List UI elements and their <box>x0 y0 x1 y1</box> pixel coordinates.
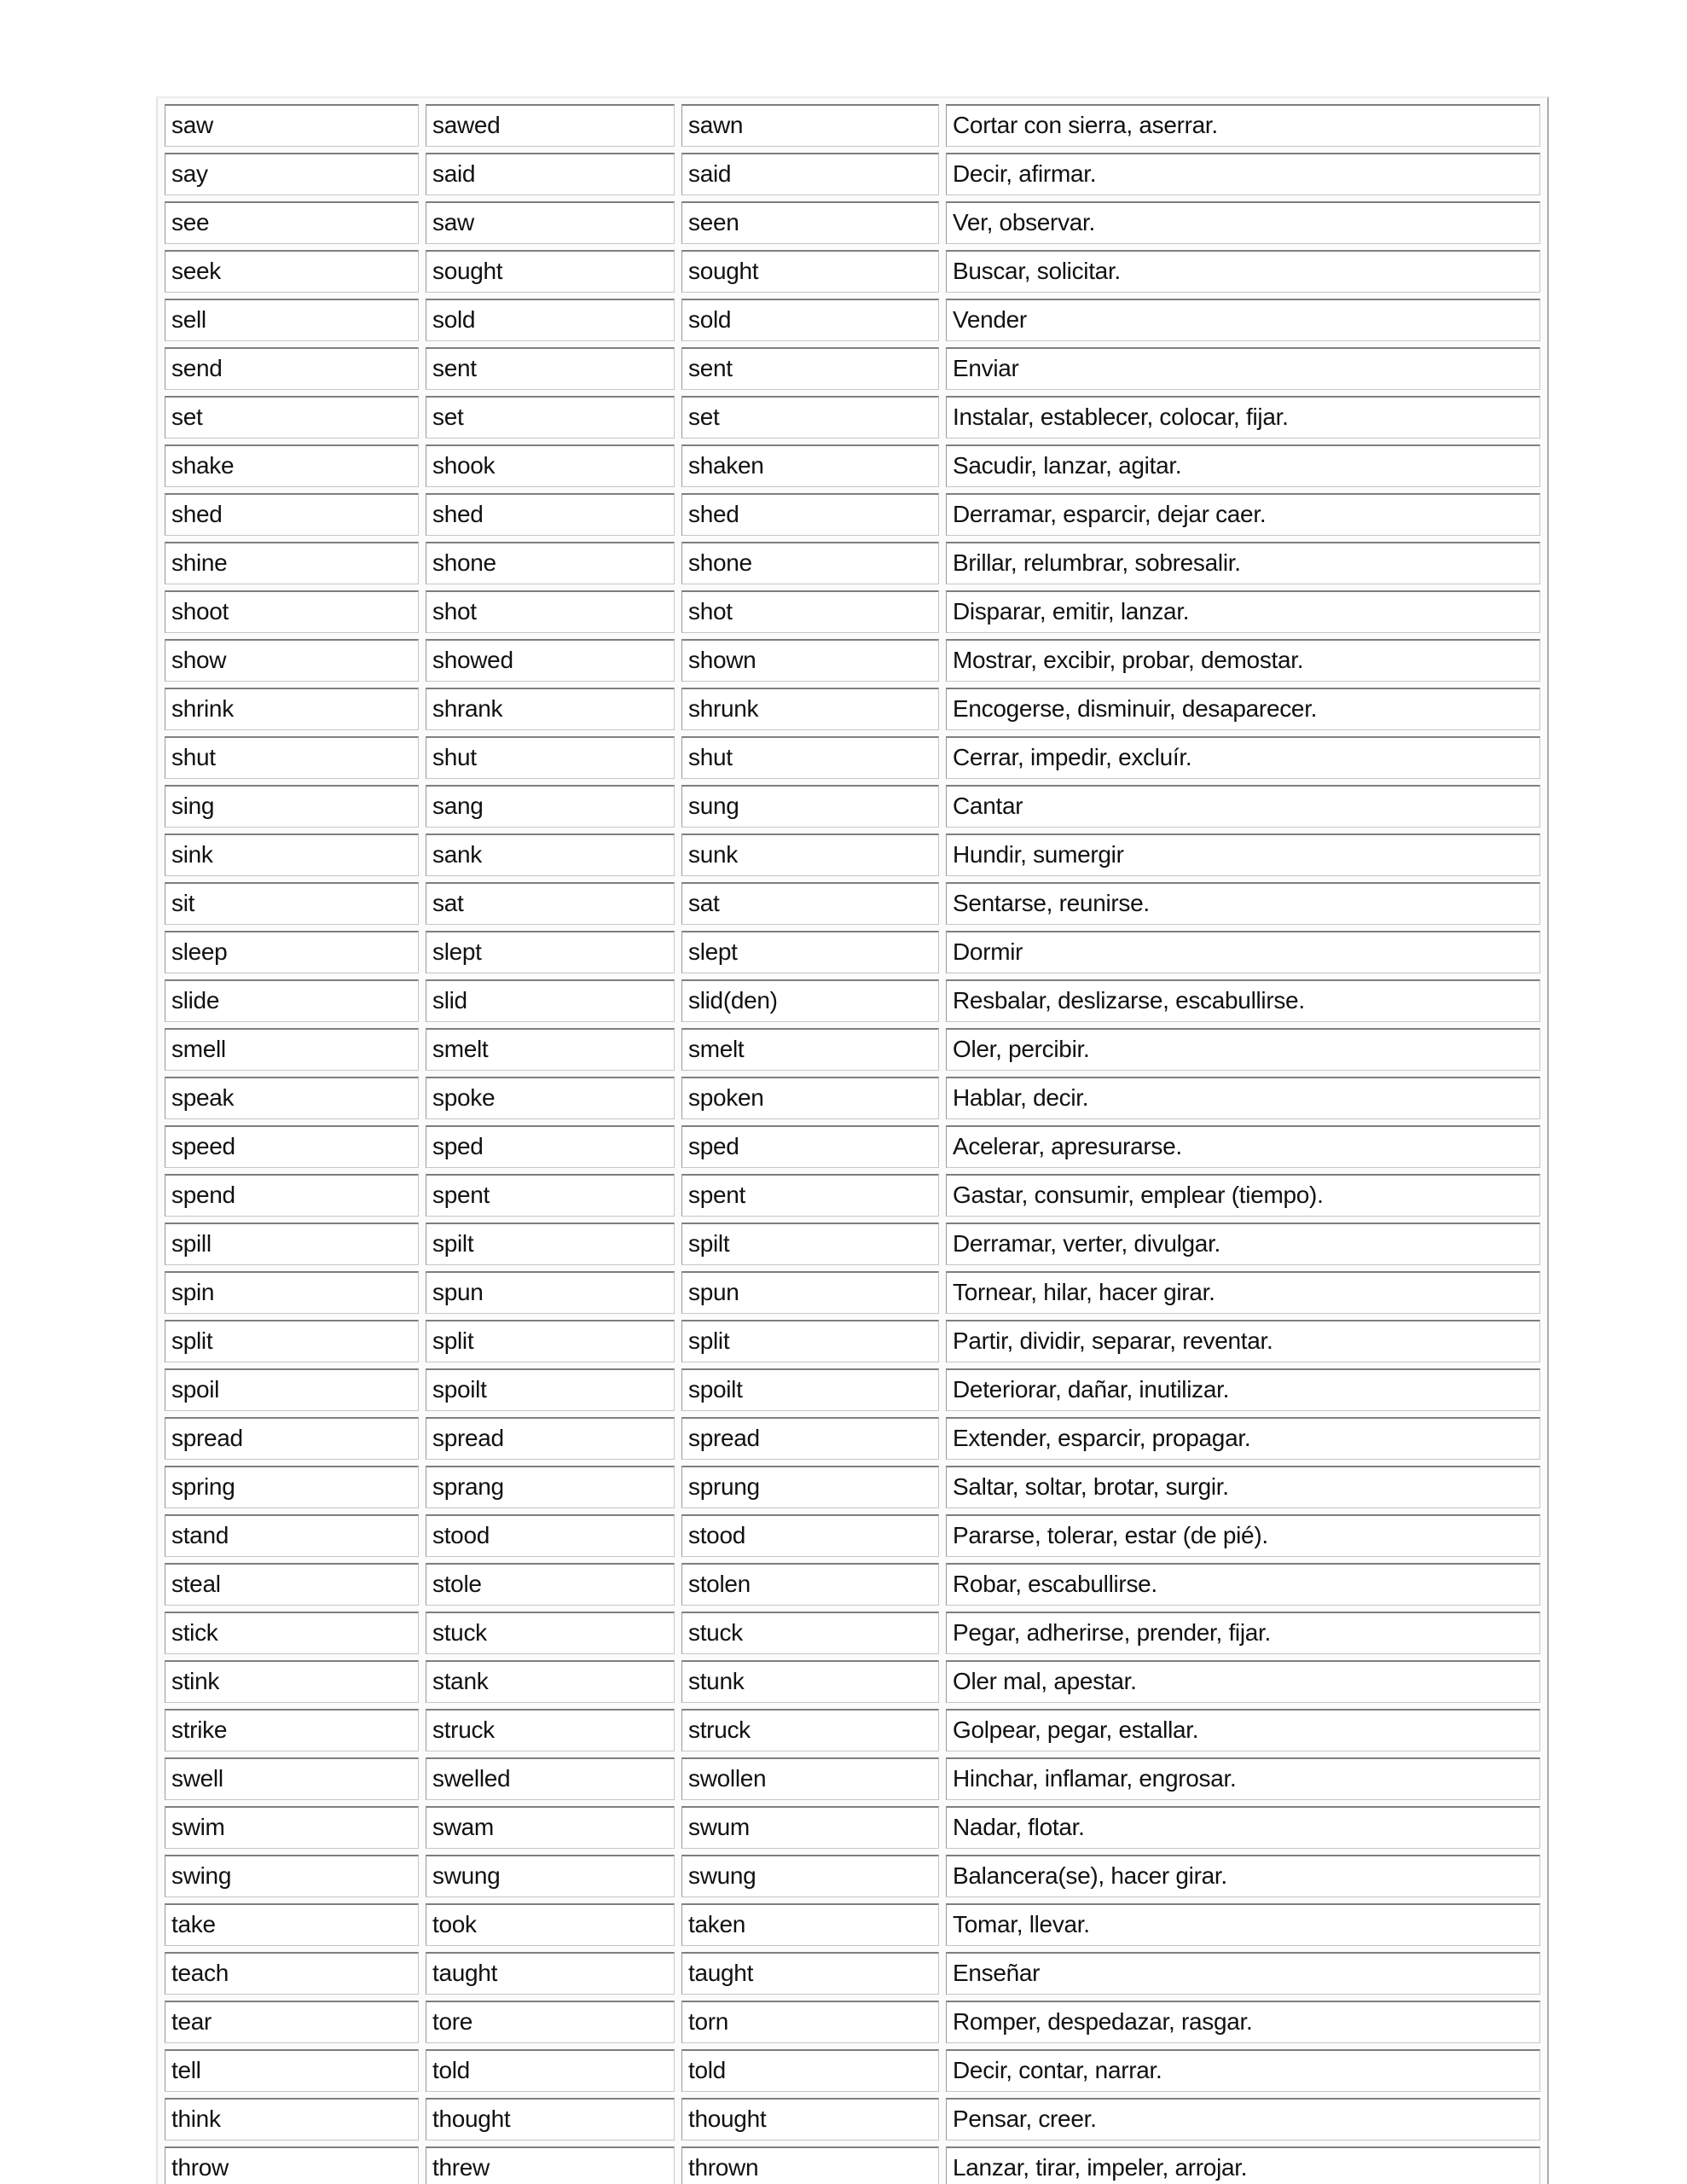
cell-past-participle: sunk <box>681 834 939 876</box>
cell-infinitive: take <box>165 1903 419 1946</box>
cell-infinitive: spring <box>165 1466 419 1508</box>
cell-past-participle: swum <box>681 1806 939 1849</box>
cell-spanish-translation: Encogerse, disminuir, desaparecer. <box>946 688 1540 730</box>
cell-infinitive: seek <box>165 250 419 293</box>
cell-spanish-translation: Oler mal, apestar. <box>946 1660 1540 1703</box>
cell-infinitive: shut <box>165 736 419 779</box>
table-row <box>165 2146 1540 2184</box>
table-row <box>165 1514 1540 1557</box>
cell-past-participle: sung <box>681 785 939 828</box>
cell-past-simple: took <box>426 1903 675 1946</box>
cell-past-simple: sawed <box>426 104 675 147</box>
cell-past-participle: spoken <box>681 1077 939 1119</box>
table-row <box>165 688 1540 730</box>
cell-past-participle: thought <box>681 2098 939 2140</box>
cell-past-participle: told <box>681 2049 939 2092</box>
cell-past-participle: sold <box>681 299 939 341</box>
cell-past-simple: thought <box>426 2098 675 2140</box>
cell-infinitive: sink <box>165 834 419 876</box>
cell-past-simple: stole <box>426 1563 675 1606</box>
cell-past-simple: sang <box>426 785 675 828</box>
cell-past-participle: stuck <box>681 1612 939 1654</box>
cell-infinitive: shine <box>165 542 419 584</box>
cell-spanish-translation: Cantar <box>946 785 1540 828</box>
cell-infinitive: spill <box>165 1223 419 1265</box>
table-row <box>165 1320 1540 1362</box>
cell-past-participle: sent <box>681 347 939 390</box>
cell-infinitive: smell <box>165 1028 419 1071</box>
cell-spanish-translation: Disparar, emitir, lanzar. <box>946 590 1540 633</box>
cell-spanish-translation: Acelerar, apresurarse. <box>946 1125 1540 1168</box>
cell-infinitive: see <box>165 201 419 244</box>
cell-past-participle: set <box>681 396 939 439</box>
cell-past-participle: sawn <box>681 104 939 147</box>
cell-past-simple: showed <box>426 639 675 682</box>
cell-past-participle: spread <box>681 1417 939 1460</box>
table-row <box>165 2049 1540 2092</box>
cell-spanish-translation: Sentarse, reunirse. <box>946 882 1540 925</box>
cell-past-simple: sold <box>426 299 675 341</box>
cell-spanish-translation: Pararse, tolerar, estar (de pié). <box>946 1514 1540 1557</box>
cell-spanish-translation: Derramar, verter, divulgar. <box>946 1223 1540 1265</box>
cell-past-simple: sped <box>426 1125 675 1168</box>
cell-past-simple: stood <box>426 1514 675 1557</box>
cell-past-participle: taken <box>681 1903 939 1946</box>
cell-past-participle: thrown <box>681 2146 939 2184</box>
irregular-verbs-table <box>156 96 1549 2184</box>
table-row <box>165 590 1540 633</box>
cell-spanish-translation: Decir, contar, narrar. <box>946 2049 1540 2092</box>
table-row <box>165 979 1540 1022</box>
table-row <box>165 785 1540 828</box>
cell-past-simple: shut <box>426 736 675 779</box>
cell-spanish-translation: Hinchar, inflamar, engrosar. <box>946 1757 1540 1800</box>
cell-spanish-translation: Cerrar, impedir, excluír. <box>946 736 1540 779</box>
table-row <box>165 1466 1540 1508</box>
cell-infinitive: steal <box>165 1563 419 1606</box>
cell-past-participle: struck <box>681 1709 939 1751</box>
cell-spanish-translation: Instalar, establecer, colocar, fijar. <box>946 396 1540 439</box>
cell-past-participle: shrunk <box>681 688 939 730</box>
cell-infinitive: shoot <box>165 590 419 633</box>
table-row <box>165 639 1540 682</box>
cell-spanish-translation: Saltar, soltar, brotar, surgir. <box>946 1466 1540 1508</box>
cell-spanish-translation: Brillar, relumbrar, sobresalir. <box>946 542 1540 584</box>
table-row <box>165 1125 1540 1168</box>
cell-infinitive: slide <box>165 979 419 1022</box>
cell-past-simple: sank <box>426 834 675 876</box>
cell-past-participle: sat <box>681 882 939 925</box>
cell-past-simple: saw <box>426 201 675 244</box>
table-row <box>165 1028 1540 1071</box>
cell-past-simple: told <box>426 2049 675 2092</box>
table-row <box>165 347 1540 390</box>
cell-past-simple: spread <box>426 1417 675 1460</box>
cell-infinitive: spin <box>165 1271 419 1314</box>
cell-past-simple: sent <box>426 347 675 390</box>
cell-infinitive: shrink <box>165 688 419 730</box>
table-row <box>165 201 1540 244</box>
cell-past-simple: swelled <box>426 1757 675 1800</box>
cell-past-participle: shot <box>681 590 939 633</box>
cell-infinitive: show <box>165 639 419 682</box>
cell-past-simple: stuck <box>426 1612 675 1654</box>
table-row <box>165 1417 1540 1460</box>
table-row <box>165 2001 1540 2043</box>
cell-spanish-translation: Enviar <box>946 347 1540 390</box>
cell-infinitive: send <box>165 347 419 390</box>
cell-past-participle: spilt <box>681 1223 939 1265</box>
cell-past-participle: sought <box>681 250 939 293</box>
cell-infinitive: sleep <box>165 931 419 973</box>
cell-past-simple: smelt <box>426 1028 675 1071</box>
cell-past-participle: stunk <box>681 1660 939 1703</box>
cell-past-participle: slept <box>681 931 939 973</box>
cell-spanish-translation: Resbalar, deslizarse, escabullirse. <box>946 979 1540 1022</box>
cell-spanish-translation: Vender <box>946 299 1540 341</box>
cell-past-simple: said <box>426 153 675 195</box>
cell-spanish-translation: Oler, percibir. <box>946 1028 1540 1071</box>
cell-past-participle: swollen <box>681 1757 939 1800</box>
cell-past-participle: shown <box>681 639 939 682</box>
table-row <box>165 1709 1540 1751</box>
cell-spanish-translation: Balancera(se), hacer girar. <box>946 1855 1540 1897</box>
cell-spanish-translation: Pensar, creer. <box>946 2098 1540 2140</box>
table-row <box>165 1612 1540 1654</box>
cell-past-simple: taught <box>426 1952 675 1995</box>
cell-past-simple: shone <box>426 542 675 584</box>
cell-infinitive: say <box>165 153 419 195</box>
cell-spanish-translation: Romper, despedazar, rasgar. <box>946 2001 1540 2043</box>
cell-spanish-translation: Pegar, adherirse, prender, fijar. <box>946 1612 1540 1654</box>
cell-infinitive: swell <box>165 1757 419 1800</box>
cell-past-participle: seen <box>681 201 939 244</box>
table-row <box>165 1757 1540 1800</box>
cell-infinitive: set <box>165 396 419 439</box>
cell-infinitive: tear <box>165 2001 419 2043</box>
table-row <box>165 1077 1540 1119</box>
cell-past-simple: spoke <box>426 1077 675 1119</box>
table-row <box>165 444 1540 487</box>
table-row <box>165 1368 1540 1411</box>
table-row <box>165 931 1540 973</box>
cell-past-simple: swam <box>426 1806 675 1849</box>
cell-past-participle: spoilt <box>681 1368 939 1411</box>
table-row <box>165 1660 1540 1703</box>
table-row <box>165 250 1540 293</box>
cell-spanish-translation: Gastar, consumir, emplear (tiempo). <box>946 1174 1540 1217</box>
cell-spanish-translation: Decir, afirmar. <box>946 153 1540 195</box>
cell-infinitive: speak <box>165 1077 419 1119</box>
cell-infinitive: throw <box>165 2146 419 2184</box>
table-row <box>165 834 1540 876</box>
cell-past-participle: torn <box>681 2001 939 2043</box>
cell-past-participle: stood <box>681 1514 939 1557</box>
cell-infinitive: swing <box>165 1855 419 1897</box>
cell-past-participle: split <box>681 1320 939 1362</box>
cell-infinitive: spend <box>165 1174 419 1217</box>
cell-past-participle: slid(den) <box>681 979 939 1022</box>
table-row <box>165 882 1540 925</box>
cell-spanish-translation: Lanzar, tirar, impeler, arrojar. <box>946 2146 1540 2184</box>
cell-spanish-translation: Mostrar, excibir, probar, demostar. <box>946 639 1540 682</box>
cell-infinitive: shed <box>165 493 419 536</box>
cell-past-participle: spun <box>681 1271 939 1314</box>
cell-past-simple: slept <box>426 931 675 973</box>
table-row <box>165 1271 1540 1314</box>
cell-spanish-translation: Hundir, sumergir <box>946 834 1540 876</box>
cell-spanish-translation: Robar, escabullirse. <box>946 1563 1540 1606</box>
cell-spanish-translation: Sacudir, lanzar, agitar. <box>946 444 1540 487</box>
cell-infinitive: spread <box>165 1417 419 1460</box>
cell-infinitive: stink <box>165 1660 419 1703</box>
cell-past-participle: shone <box>681 542 939 584</box>
table-row <box>165 153 1540 195</box>
cell-past-participle: said <box>681 153 939 195</box>
table-row <box>165 493 1540 536</box>
cell-infinitive: sell <box>165 299 419 341</box>
cell-past-simple: spoilt <box>426 1368 675 1411</box>
cell-infinitive: spoil <box>165 1368 419 1411</box>
cell-spanish-translation: Deteriorar, dañar, inutilizar. <box>946 1368 1540 1411</box>
cell-past-participle: sprung <box>681 1466 939 1508</box>
cell-spanish-translation: Extender, esparcir, propagar. <box>946 1417 1540 1460</box>
cell-infinitive: saw <box>165 104 419 147</box>
cell-infinitive: split <box>165 1320 419 1362</box>
cell-past-simple: slid <box>426 979 675 1022</box>
cell-infinitive: speed <box>165 1125 419 1168</box>
cell-spanish-translation: Golpear, pegar, estallar. <box>946 1709 1540 1751</box>
cell-past-participle: spent <box>681 1174 939 1217</box>
cell-spanish-translation: Nadar, flotar. <box>946 1806 1540 1849</box>
cell-past-simple: swung <box>426 1855 675 1897</box>
table-body <box>165 104 1540 2184</box>
cell-spanish-translation: Derramar, esparcir, dejar caer. <box>946 493 1540 536</box>
cell-past-participle: smelt <box>681 1028 939 1071</box>
table-row <box>165 1563 1540 1606</box>
cell-past-simple: tore <box>426 2001 675 2043</box>
cell-past-simple: spun <box>426 1271 675 1314</box>
cell-spanish-translation: Ver, observar. <box>946 201 1540 244</box>
table-row <box>165 1174 1540 1217</box>
cell-past-simple: spent <box>426 1174 675 1217</box>
cell-past-simple: shed <box>426 493 675 536</box>
cell-spanish-translation: Buscar, solicitar. <box>946 250 1540 293</box>
cell-infinitive: teach <box>165 1952 419 1995</box>
table-row <box>165 736 1540 779</box>
cell-spanish-translation: Partir, dividir, separar, reventar. <box>946 1320 1540 1362</box>
cell-infinitive: stand <box>165 1514 419 1557</box>
cell-past-simple: stank <box>426 1660 675 1703</box>
cell-infinitive: shake <box>165 444 419 487</box>
cell-past-simple: shrank <box>426 688 675 730</box>
cell-spanish-translation: Dormir <box>946 931 1540 973</box>
table-row <box>165 1806 1540 1849</box>
cell-past-participle: shaken <box>681 444 939 487</box>
cell-past-simple: struck <box>426 1709 675 1751</box>
table-row <box>165 1223 1540 1265</box>
cell-past-simple: sprang <box>426 1466 675 1508</box>
cell-spanish-translation: Tornear, hilar, hacer girar. <box>946 1271 1540 1314</box>
cell-spanish-translation: Cortar con sierra, aserrar. <box>946 104 1540 147</box>
cell-past-simple: split <box>426 1320 675 1362</box>
cell-infinitive: think <box>165 2098 419 2140</box>
cell-past-simple: shot <box>426 590 675 633</box>
cell-past-simple: set <box>426 396 675 439</box>
table-row <box>165 396 1540 439</box>
cell-infinitive: sit <box>165 882 419 925</box>
cell-spanish-translation: Enseñar <box>946 1952 1540 1995</box>
cell-past-participle: stolen <box>681 1563 939 1606</box>
table-row <box>165 1903 1540 1946</box>
cell-past-participle: sped <box>681 1125 939 1168</box>
cell-past-simple: threw <box>426 2146 675 2184</box>
cell-past-participle: swung <box>681 1855 939 1897</box>
cell-past-simple: shook <box>426 444 675 487</box>
cell-past-participle: shed <box>681 493 939 536</box>
cell-infinitive: stick <box>165 1612 419 1654</box>
cell-infinitive: strike <box>165 1709 419 1751</box>
cell-infinitive: swim <box>165 1806 419 1849</box>
table-row <box>165 1952 1540 1995</box>
cell-past-simple: sat <box>426 882 675 925</box>
cell-past-simple: sought <box>426 250 675 293</box>
table-row <box>165 299 1540 341</box>
table-row <box>165 2098 1540 2140</box>
table-row <box>165 542 1540 584</box>
cell-spanish-translation: Hablar, decir. <box>946 1077 1540 1119</box>
cell-spanish-translation: Tomar, llevar. <box>946 1903 1540 1946</box>
table-row <box>165 1855 1540 1897</box>
table-row <box>165 104 1540 147</box>
cell-infinitive: tell <box>165 2049 419 2092</box>
cell-past-participle: shut <box>681 736 939 779</box>
cell-past-simple: spilt <box>426 1223 675 1265</box>
cell-past-participle: taught <box>681 1952 939 1995</box>
cell-infinitive: sing <box>165 785 419 828</box>
